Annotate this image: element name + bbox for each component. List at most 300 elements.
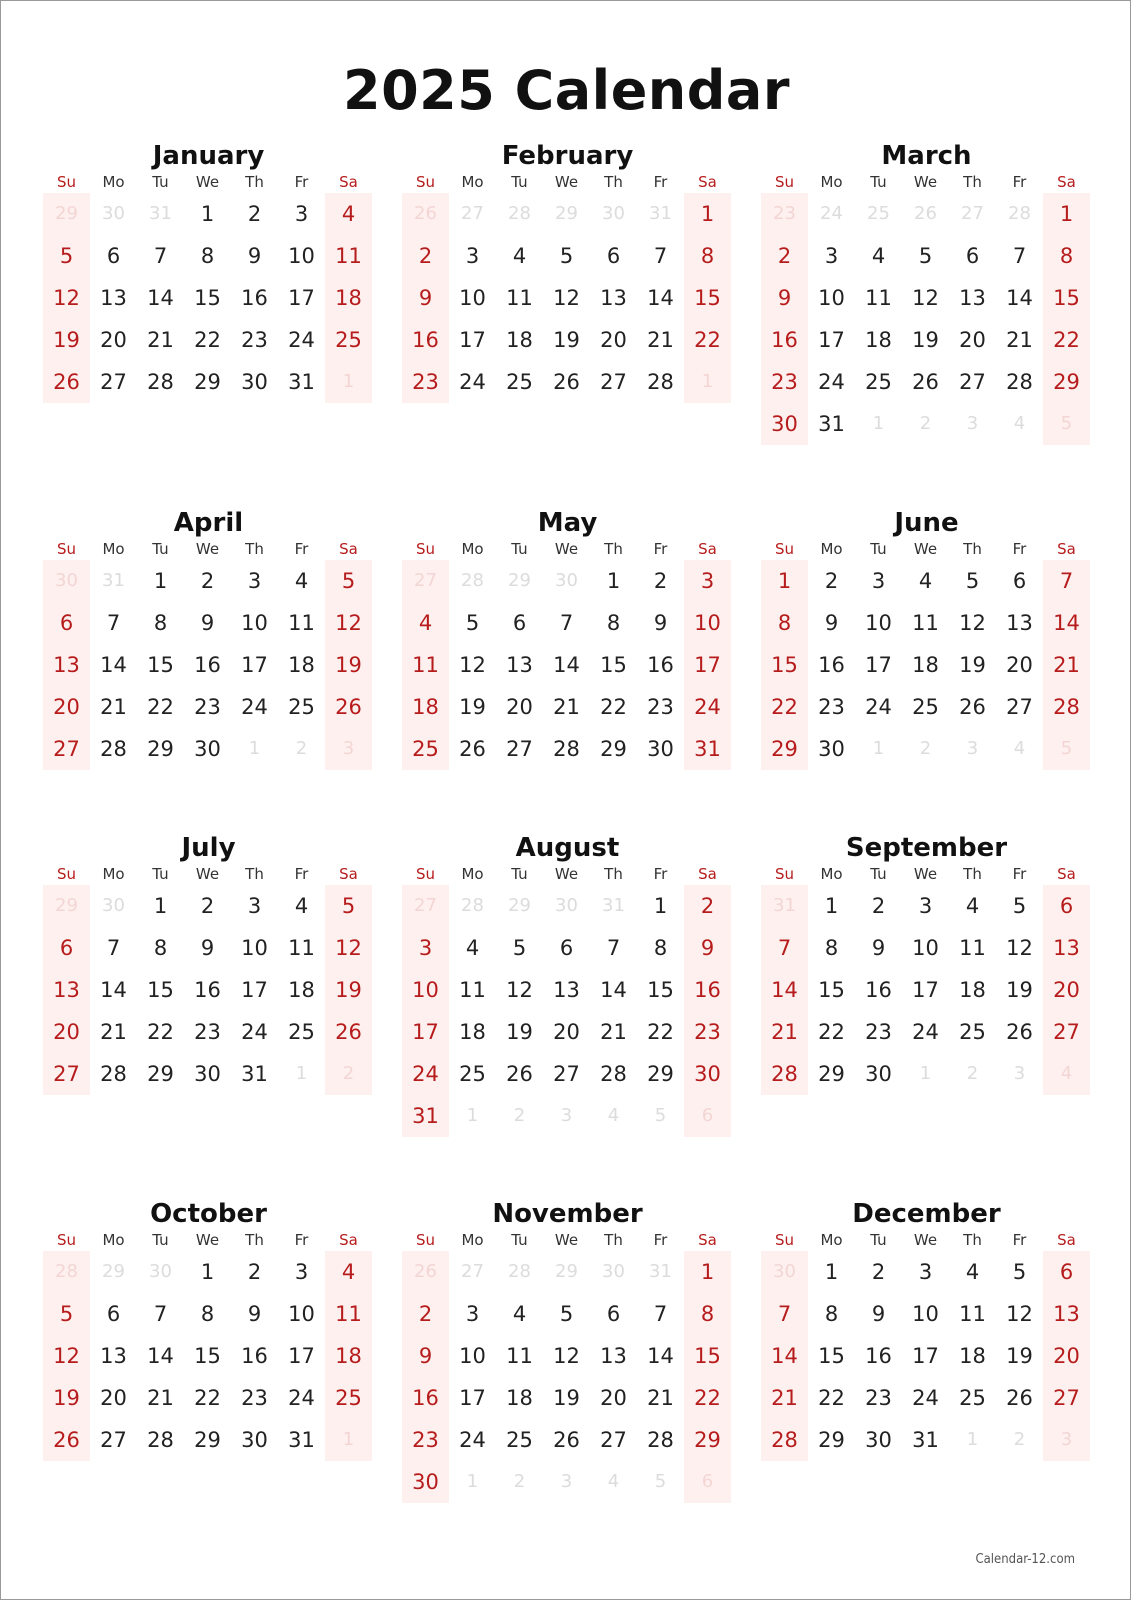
day-cell: 15: [818, 978, 845, 1002]
day-cell: 4: [341, 202, 356, 226]
day-cell: 8: [777, 611, 792, 635]
day-cell: 30: [865, 1062, 892, 1086]
day-cell: 24: [412, 1062, 439, 1086]
weekday-label: We: [195, 1231, 220, 1249]
day-cell: 29: [771, 737, 798, 761]
page-title: 2025 Calendar: [343, 59, 790, 122]
day-cell: 7: [606, 936, 621, 960]
weekday-label: Th: [245, 540, 264, 558]
day-cell: 21: [771, 1386, 798, 1410]
day-cell: 3: [871, 569, 886, 593]
day-cell: 18: [335, 1344, 362, 1368]
day-cell: 2: [777, 244, 792, 268]
day-cell: 4: [418, 611, 433, 635]
day-cell: 11: [865, 286, 892, 310]
day-cell: 11: [288, 611, 315, 635]
adjacent-month-day: 27: [414, 570, 437, 591]
day-cell: 19: [53, 1386, 80, 1410]
day-cell: 11: [506, 286, 533, 310]
weekday-label: Th: [963, 540, 982, 558]
day-cell: 17: [241, 653, 268, 677]
day-cell: 12: [53, 286, 80, 310]
weekday-label: We: [195, 173, 220, 191]
day-cell: 30: [241, 370, 268, 394]
day-cell: 3: [824, 244, 839, 268]
day-cell: 30: [694, 1062, 721, 1086]
day-cell: 14: [1006, 286, 1033, 310]
day-cell: 7: [106, 936, 121, 960]
day-cell: 9: [200, 936, 215, 960]
day-cell: 13: [100, 1344, 127, 1368]
day-cell: 21: [771, 1020, 798, 1044]
day-cell: 30: [241, 1428, 268, 1452]
adjacent-month-day: 29: [555, 1261, 578, 1282]
day-cell: 14: [771, 978, 798, 1002]
day-cell: 28: [600, 1062, 627, 1086]
day-cell: 31: [288, 370, 315, 394]
month-name: November: [492, 1199, 643, 1229]
day-cell: 13: [1053, 936, 1080, 960]
day-cell: 2: [200, 569, 215, 593]
day-cell: 4: [965, 1260, 980, 1284]
day-cell: 29: [147, 1062, 174, 1086]
day-cell: 4: [294, 894, 309, 918]
day-cell: 25: [412, 737, 439, 761]
day-cell: 5: [512, 936, 527, 960]
day-cell: 6: [106, 244, 121, 268]
day-cell: 16: [412, 328, 439, 352]
day-cell: 28: [147, 1428, 174, 1452]
day-cell: 6: [965, 244, 980, 268]
day-cell: 26: [553, 1428, 580, 1452]
adjacent-month-day: 1: [466, 1471, 479, 1492]
day-cell: 31: [912, 1428, 939, 1452]
day-cell: 25: [459, 1062, 486, 1086]
day-cell: 30: [647, 737, 674, 761]
day-cell: 17: [912, 1344, 939, 1368]
day-cell: 20: [506, 695, 533, 719]
day-cell: 11: [959, 1302, 986, 1326]
day-cell: 19: [553, 328, 580, 352]
weekday-label: Tu: [870, 540, 887, 558]
weekday-label: Su: [415, 865, 436, 883]
day-cell: 7: [1059, 569, 1074, 593]
day-cell: 21: [647, 1386, 674, 1410]
day-cell: 25: [912, 695, 939, 719]
day-cell: 8: [1059, 244, 1074, 268]
day-cell: 20: [1006, 653, 1033, 677]
weekday-label: Tu: [511, 540, 528, 558]
weekday-label: Sa: [1057, 1231, 1076, 1249]
day-cell: 9: [653, 611, 668, 635]
day-cell: 11: [288, 936, 315, 960]
weekday-label: Su: [774, 173, 795, 191]
day-cell: 1: [700, 1260, 715, 1284]
weekday-label: Mo: [102, 865, 125, 883]
day-cell: 25: [506, 370, 533, 394]
adjacent-month-day: 31: [149, 203, 172, 224]
adjacent-month-day: 31: [649, 1261, 672, 1282]
weekday-label: Su: [56, 865, 77, 883]
day-cell: 13: [506, 653, 533, 677]
weekday-header: [43, 864, 374, 884]
day-cell: 12: [335, 611, 362, 635]
day-cell: 11: [335, 244, 362, 268]
day-cell: 22: [194, 1386, 221, 1410]
day-cell: 27: [53, 737, 80, 761]
day-cell: 6: [606, 1302, 621, 1326]
day-cell: 23: [194, 1020, 221, 1044]
day-cell: 22: [818, 1386, 845, 1410]
day-cell: 15: [147, 978, 174, 1002]
day-cell: 30: [771, 412, 798, 436]
day-cell: 12: [912, 286, 939, 310]
day-cell: 3: [465, 1302, 480, 1326]
weekday-label: Th: [245, 865, 264, 883]
day-cell: 25: [506, 1428, 533, 1452]
adjacent-month-day: 5: [1060, 413, 1073, 434]
day-cell: 24: [241, 695, 268, 719]
day-cell: 19: [1006, 1344, 1033, 1368]
adjacent-month-day: 30: [773, 1261, 796, 1282]
day-cell: 7: [777, 936, 792, 960]
day-cell: 22: [1053, 328, 1080, 352]
weekday-label: Sa: [339, 865, 358, 883]
day-cell: 10: [412, 978, 439, 1002]
day-cell: 25: [865, 370, 892, 394]
day-cell: 19: [959, 653, 986, 677]
day-cell: 12: [959, 611, 986, 635]
day-cell: 7: [153, 1302, 168, 1326]
month-name: July: [181, 833, 236, 863]
adjacent-month-day: 3: [966, 413, 979, 434]
day-cell: 18: [459, 1020, 486, 1044]
day-cell: 15: [1053, 286, 1080, 310]
day-cell: 25: [288, 1020, 315, 1044]
day-cell: 19: [459, 695, 486, 719]
day-cell: 1: [824, 1260, 839, 1284]
day-cell: 16: [865, 1344, 892, 1368]
weekday-label: Su: [774, 865, 795, 883]
weekday-label: Fr: [1012, 865, 1027, 883]
day-cell: 6: [59, 936, 74, 960]
weekday-label: Mo: [820, 173, 843, 191]
day-cell: 31: [818, 412, 845, 436]
weekday-label: Su: [774, 1231, 795, 1249]
day-cell: 21: [647, 328, 674, 352]
adjacent-month-day: 31: [773, 895, 796, 916]
day-cell: 4: [294, 569, 309, 593]
day-cell: 27: [600, 1428, 627, 1452]
day-cell: 29: [194, 370, 221, 394]
adjacent-month-day: 3: [966, 738, 979, 759]
weekday-label: Sa: [698, 540, 717, 558]
weekday-label: Mo: [102, 540, 125, 558]
adjacent-month-day: 3: [1060, 1429, 1073, 1450]
day-cell: 25: [288, 695, 315, 719]
month-name: April: [173, 508, 244, 538]
weekday-label: We: [913, 865, 938, 883]
adjacent-month-day: 30: [102, 895, 125, 916]
day-cell: 5: [559, 244, 574, 268]
day-cell: 15: [694, 286, 721, 310]
adjacent-month-day: 28: [55, 1261, 78, 1282]
day-cell: 27: [100, 370, 127, 394]
day-cell: 11: [459, 978, 486, 1002]
adjacent-month-day: 1: [248, 738, 261, 759]
weekday-label: Fr: [653, 540, 668, 558]
month-name: September: [845, 833, 1008, 863]
day-cell: 26: [335, 695, 362, 719]
weekday-label: Mo: [102, 1231, 125, 1249]
day-cell: 26: [53, 1428, 80, 1452]
day-cell: 14: [147, 1344, 174, 1368]
day-cell: 13: [1006, 611, 1033, 635]
day-cell: 28: [100, 737, 127, 761]
day-cell: 20: [1053, 1344, 1080, 1368]
day-cell: 3: [700, 569, 715, 593]
day-cell: 29: [194, 1428, 221, 1452]
day-cell: 10: [818, 286, 845, 310]
day-cell: 26: [53, 370, 80, 394]
day-cell: 9: [824, 611, 839, 635]
month-name: June: [894, 508, 959, 538]
day-cell: 4: [918, 569, 933, 593]
day-cell: 1: [200, 1260, 215, 1284]
day-cell: 27: [506, 737, 533, 761]
adjacent-month-day: 2: [513, 1471, 526, 1492]
adjacent-month-day: 30: [555, 570, 578, 591]
day-cell: 24: [459, 1428, 486, 1452]
weekday-label: Su: [774, 540, 795, 558]
day-cell: 23: [194, 695, 221, 719]
adjacent-month-day: 29: [55, 895, 78, 916]
day-cell: 15: [771, 653, 798, 677]
weekday-label: Th: [604, 865, 623, 883]
day-cell: 2: [418, 244, 433, 268]
day-cell: 10: [694, 611, 721, 635]
day-cell: 13: [600, 1344, 627, 1368]
adjacent-month-day: 23: [773, 203, 796, 224]
day-cell: 12: [553, 286, 580, 310]
adjacent-month-day: 29: [555, 203, 578, 224]
adjacent-month-day: 2: [342, 1063, 355, 1084]
day-cell: 22: [818, 1020, 845, 1044]
adjacent-month-day: 30: [55, 570, 78, 591]
adjacent-month-day: 4: [607, 1471, 620, 1492]
weekday-label: Th: [963, 173, 982, 191]
day-cell: 21: [1006, 328, 1033, 352]
day-cell: 11: [335, 1302, 362, 1326]
day-cell: 7: [106, 611, 121, 635]
day-cell: 22: [194, 328, 221, 352]
day-cell: 23: [412, 1428, 439, 1452]
adjacent-month-day: 1: [466, 1105, 479, 1126]
day-cell: 3: [918, 894, 933, 918]
day-cell: 17: [459, 328, 486, 352]
weekday-label: We: [554, 1231, 579, 1249]
weekday-label: Th: [963, 1231, 982, 1249]
day-cell: 10: [241, 611, 268, 635]
day-cell: 28: [1053, 695, 1080, 719]
day-cell: 8: [824, 1302, 839, 1326]
day-cell: 26: [959, 695, 986, 719]
adjacent-month-day: 4: [1013, 738, 1026, 759]
day-cell: 23: [647, 695, 674, 719]
day-cell: 16: [818, 653, 845, 677]
day-cell: 25: [959, 1386, 986, 1410]
weekday-label: Tu: [152, 173, 169, 191]
day-cell: 5: [559, 1302, 574, 1326]
day-cell: 21: [1053, 653, 1080, 677]
day-cell: 31: [241, 1062, 268, 1086]
adjacent-month-day: 31: [649, 203, 672, 224]
day-cell: 12: [506, 978, 533, 1002]
weekday-label: Sa: [698, 865, 717, 883]
day-cell: 10: [912, 936, 939, 960]
day-cell: 5: [465, 611, 480, 635]
day-cell: 24: [288, 1386, 315, 1410]
day-cell: 20: [100, 1386, 127, 1410]
day-cell: 17: [912, 978, 939, 1002]
adjacent-month-day: 3: [1013, 1063, 1026, 1084]
weekday-header: [761, 539, 1092, 559]
day-cell: 13: [1053, 1302, 1080, 1326]
day-cell: 14: [553, 653, 580, 677]
weekday-label: Th: [245, 173, 264, 191]
day-cell: 18: [288, 978, 315, 1002]
day-cell: 9: [247, 1302, 262, 1326]
day-cell: 2: [247, 202, 262, 226]
day-cell: 26: [553, 370, 580, 394]
adjacent-month-day: 25: [867, 203, 890, 224]
day-cell: 13: [53, 653, 80, 677]
adjacent-month-day: 30: [149, 1261, 172, 1282]
adjacent-month-day: 29: [508, 895, 531, 916]
day-cell: 4: [965, 894, 980, 918]
weekday-header: [402, 539, 733, 559]
weekday-label: We: [913, 173, 938, 191]
day-cell: 25: [335, 1386, 362, 1410]
adjacent-month-day: 1: [295, 1063, 308, 1084]
weekday-label: Tu: [511, 1231, 528, 1249]
day-cell: 16: [241, 1344, 268, 1368]
day-cell: 17: [694, 653, 721, 677]
adjacent-month-day: 1: [872, 738, 885, 759]
day-cell: 10: [241, 936, 268, 960]
month-name: December: [852, 1199, 1001, 1229]
day-cell: 14: [647, 286, 674, 310]
day-cell: 28: [1006, 370, 1033, 394]
adjacent-month-day: 28: [461, 570, 484, 591]
adjacent-month-day: 6: [701, 1471, 714, 1492]
day-cell: 24: [241, 1020, 268, 1044]
day-cell: 22: [694, 328, 721, 352]
day-cell: 3: [465, 244, 480, 268]
weekday-label: Mo: [820, 865, 843, 883]
day-cell: 10: [288, 244, 315, 268]
adjacent-month-day: 5: [654, 1471, 667, 1492]
day-cell: 14: [147, 286, 174, 310]
day-cell: 18: [912, 653, 939, 677]
day-cell: 15: [694, 1344, 721, 1368]
weekday-header: [761, 172, 1092, 192]
day-cell: 24: [912, 1020, 939, 1044]
day-cell: 6: [512, 611, 527, 635]
day-cell: 8: [200, 244, 215, 268]
weekday-label: Su: [415, 1231, 436, 1249]
day-cell: 14: [600, 978, 627, 1002]
day-cell: 20: [600, 328, 627, 352]
adjacent-month-day: 2: [295, 738, 308, 759]
adjacent-month-day: 27: [461, 203, 484, 224]
weekday-header: [43, 1230, 374, 1250]
weekday-label: Fr: [294, 540, 309, 558]
weekday-label: Th: [245, 1231, 264, 1249]
day-cell: 15: [647, 978, 674, 1002]
day-cell: 12: [1006, 936, 1033, 960]
day-cell: 19: [335, 978, 362, 1002]
day-cell: 5: [341, 894, 356, 918]
day-cell: 4: [465, 936, 480, 960]
day-cell: 8: [153, 611, 168, 635]
day-cell: 27: [600, 370, 627, 394]
weekday-label: Tu: [870, 173, 887, 191]
adjacent-month-day: 26: [414, 1261, 437, 1282]
weekday-label: Tu: [152, 1231, 169, 1249]
day-cell: 2: [200, 894, 215, 918]
adjacent-month-day: 30: [555, 895, 578, 916]
day-cell: 23: [771, 370, 798, 394]
day-cell: 13: [959, 286, 986, 310]
day-cell: 18: [288, 653, 315, 677]
day-cell: 4: [871, 244, 886, 268]
day-cell: 28: [553, 737, 580, 761]
day-cell: 18: [959, 1344, 986, 1368]
adjacent-month-day: 4: [1060, 1063, 1073, 1084]
day-cell: 17: [865, 653, 892, 677]
weekday-label: Fr: [1012, 173, 1027, 191]
day-cell: 12: [459, 653, 486, 677]
day-cell: 27: [1006, 695, 1033, 719]
adjacent-month-day: 2: [513, 1105, 526, 1126]
day-cell: 5: [341, 569, 356, 593]
adjacent-month-day: 1: [966, 1429, 979, 1450]
day-cell: 4: [512, 1302, 527, 1326]
day-cell: 3: [418, 936, 433, 960]
day-cell: 22: [147, 695, 174, 719]
day-cell: 2: [871, 1260, 886, 1284]
weekday-label: We: [554, 540, 579, 558]
day-cell: 28: [147, 370, 174, 394]
day-cell: 2: [418, 1302, 433, 1326]
weekday-label: We: [195, 540, 220, 558]
day-cell: 9: [418, 1344, 433, 1368]
weekday-header: [761, 864, 1092, 884]
day-cell: 12: [335, 936, 362, 960]
weekday-label: Su: [56, 1231, 77, 1249]
adjacent-month-day: 1: [919, 1063, 932, 1084]
day-cell: 1: [606, 569, 621, 593]
day-cell: 19: [53, 328, 80, 352]
weekday-label: We: [195, 865, 220, 883]
day-cell: 21: [147, 1386, 174, 1410]
weekday-label: Tu: [511, 865, 528, 883]
day-cell: 29: [147, 737, 174, 761]
site-credit: Calendar-12.com: [975, 1552, 1075, 1567]
day-cell: 19: [553, 1386, 580, 1410]
day-cell: 4: [512, 244, 527, 268]
